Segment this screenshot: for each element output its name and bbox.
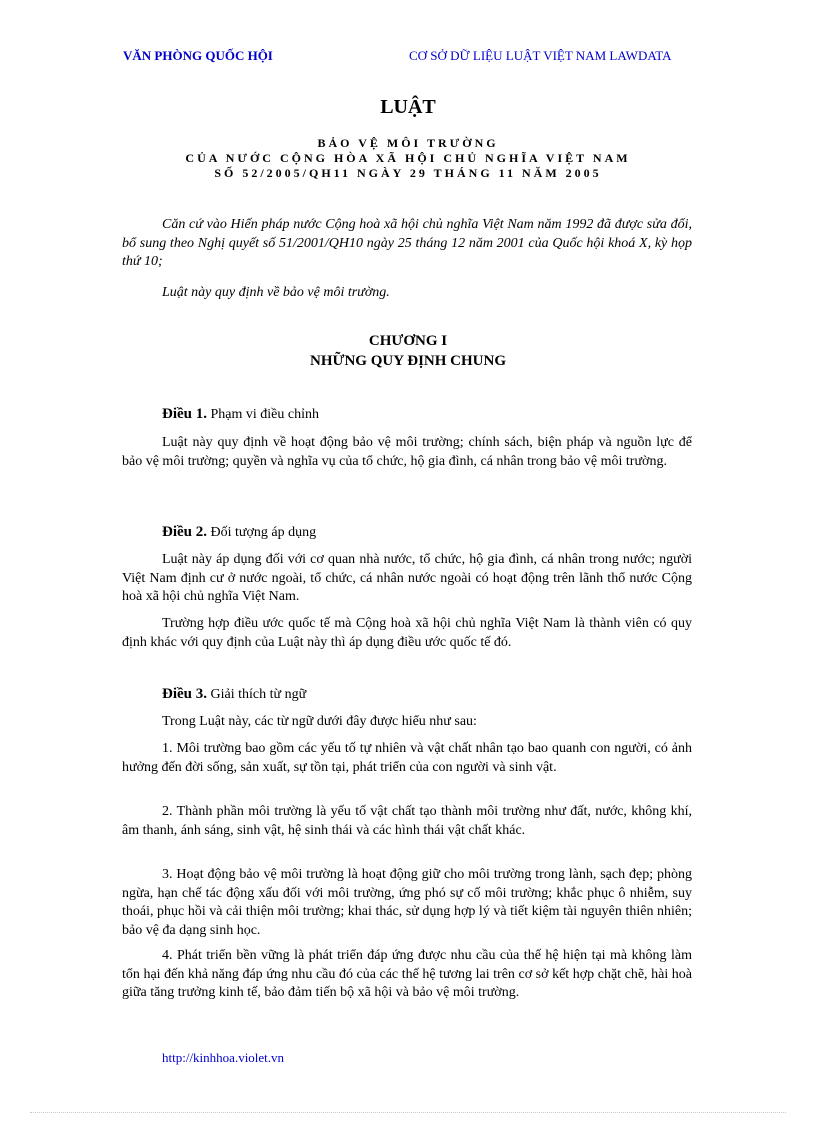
subtitle-line-1: BẢO VỆ MÔI TRƯỜNG <box>317 136 499 150</box>
header-office: VĂN PHÒNG QUỐC HỘI <box>123 48 273 63</box>
article-paragraph: 4. Phát triển bền vững là phát triển đáp ứng được nhu cầu của thế hệ hiện tại mà không làm tổn hại đến khả năng đáp ứng nhu cầu đó của các thế hệ tương lai trên cơ sở kết hợp chặt chẽ, hài hoà giữa tăng trưởng kinh tế, bảo đảm tiến bộ xã hội và bảo vệ môi trường. <box>122 948 692 1000</box>
preamble-scope <box>122 284 692 303</box>
chapter-number: CHƯƠNG I <box>368 333 448 349</box>
article-3-item-1 <box>122 740 692 777</box>
subtitle-line-3: SỐ 52/2005/QH11 NGÀY 29 THÁNG 11 NĂM 2005 <box>214 166 602 180</box>
article-3-item-2 <box>122 803 692 840</box>
article-2-body-2 <box>122 615 692 652</box>
article-paragraph: 2. Thành phần môi trường là yếu tố vật chất tạo thành môi trường như đất, nước, không khí, âm thanh, ánh sáng, sinh vật, hệ sinh thái và các hình thái vật chất khác. <box>122 804 692 838</box>
footer-divider <box>30 1112 786 1113</box>
chapter-title: NHỮNG QUY ĐỊNH CHUNG <box>310 353 506 369</box>
article-paragraph: Luật này quy định về hoạt động bảo vệ môi trường; chính sách, biện pháp và nguồn lực để bảo vệ môi trường; quyền và nghĩa vụ của tổ chức, hộ gia đình, cá nhân trong bảo vệ môi trường. <box>122 435 692 469</box>
article-1-heading <box>162 406 319 423</box>
preamble-paragraph: Căn cứ vào Hiến pháp nước Cộng hoà xã hội chủ nghĩa Việt Nam năm 1992 đã được sửa đổi, bổ sung theo Nghị quyết số 51/2001/QH10 ngày 25 tháng 12 năm 2001 của Quốc hội khoá X, kỳ họp thứ 10; <box>122 217 692 269</box>
article-3-title: Giải thích từ ngữ <box>210 687 307 702</box>
article-paragraph: Trong Luật này, các từ ngữ dưới đây được hiểu như sau: <box>162 714 477 729</box>
article-2-body <box>122 551 692 607</box>
article-2-title: Đối tượng áp dụng <box>210 525 317 540</box>
article-paragraph: Luật này áp dụng đối với cơ quan nhà nước, tổ chức, hộ gia đình, cá nhân trong nước; người Việt Nam định cư ở nước ngoài, tổ chức, cá nhân nước ngoài có hoạt động trên lãnh thổ nước Cộng hoà xã hội chủ nghĩa Việt Nam. <box>122 552 692 604</box>
article-paragraph: 1. Môi trường bao gồm các yếu tố tự nhiên và vật chất nhân tạo bao quanh con người, có ảnh hưởng đến đời sống, sản xuất, sự tồn tại, phát triển của con người và sinh vật. <box>122 741 692 775</box>
preamble-paragraph: Luật này quy định về bảo vệ môi trường. <box>162 285 390 300</box>
article-1-label: Điều 1. <box>162 406 207 422</box>
article-3-item-3 <box>122 866 692 940</box>
document-title: LUẬT <box>380 96 436 118</box>
article-3-heading <box>162 686 306 703</box>
article-3-intro <box>122 713 692 732</box>
article-paragraph: Trường hợp điều ước quốc tế mà Cộng hoà xã hội chủ nghĩa Việt Nam là thành viên có quy định khác với quy định của Luật này thì áp dụng điều ước quốc tế đó. <box>122 616 692 650</box>
article-3-label: Điều 3. <box>162 686 207 702</box>
article-paragraph: 3. Hoạt động bảo vệ môi trường là hoạt động giữ cho môi trường trong lành, sạch đẹp; phòng ngừa, hạn chế tác động xấu đối với môi trường, ứng phó sự cố môi trường; khắc phục ô nhiễm, suy thoái, phục hồi và cải thiện môi trường; khai thác, sử dụng hợp lý và tiết kiệm tài nguyên thiên nhiên; bảo vệ đa dạng sinh học. <box>122 867 692 938</box>
article-3-item-4 <box>122 947 692 1003</box>
article-1-title: Phạm vi điều chỉnh <box>210 407 319 422</box>
footer-link[interactable]: http://kinhhoa.violet.vn <box>162 1050 285 1065</box>
subtitle-line-2: CỦA NƯỚC CỘNG HÒA XÃ HỘI CHỦ NGHĨA VIỆT NAM <box>185 151 631 165</box>
preamble-basis <box>122 216 692 272</box>
header-database: CƠ SỞ DỮ LIỆU LUẬT VIỆT NAM LAWDATA <box>409 48 672 63</box>
article-2-heading <box>162 524 316 541</box>
article-1-body <box>122 434 692 471</box>
article-2-label: Điều 2. <box>162 524 207 540</box>
